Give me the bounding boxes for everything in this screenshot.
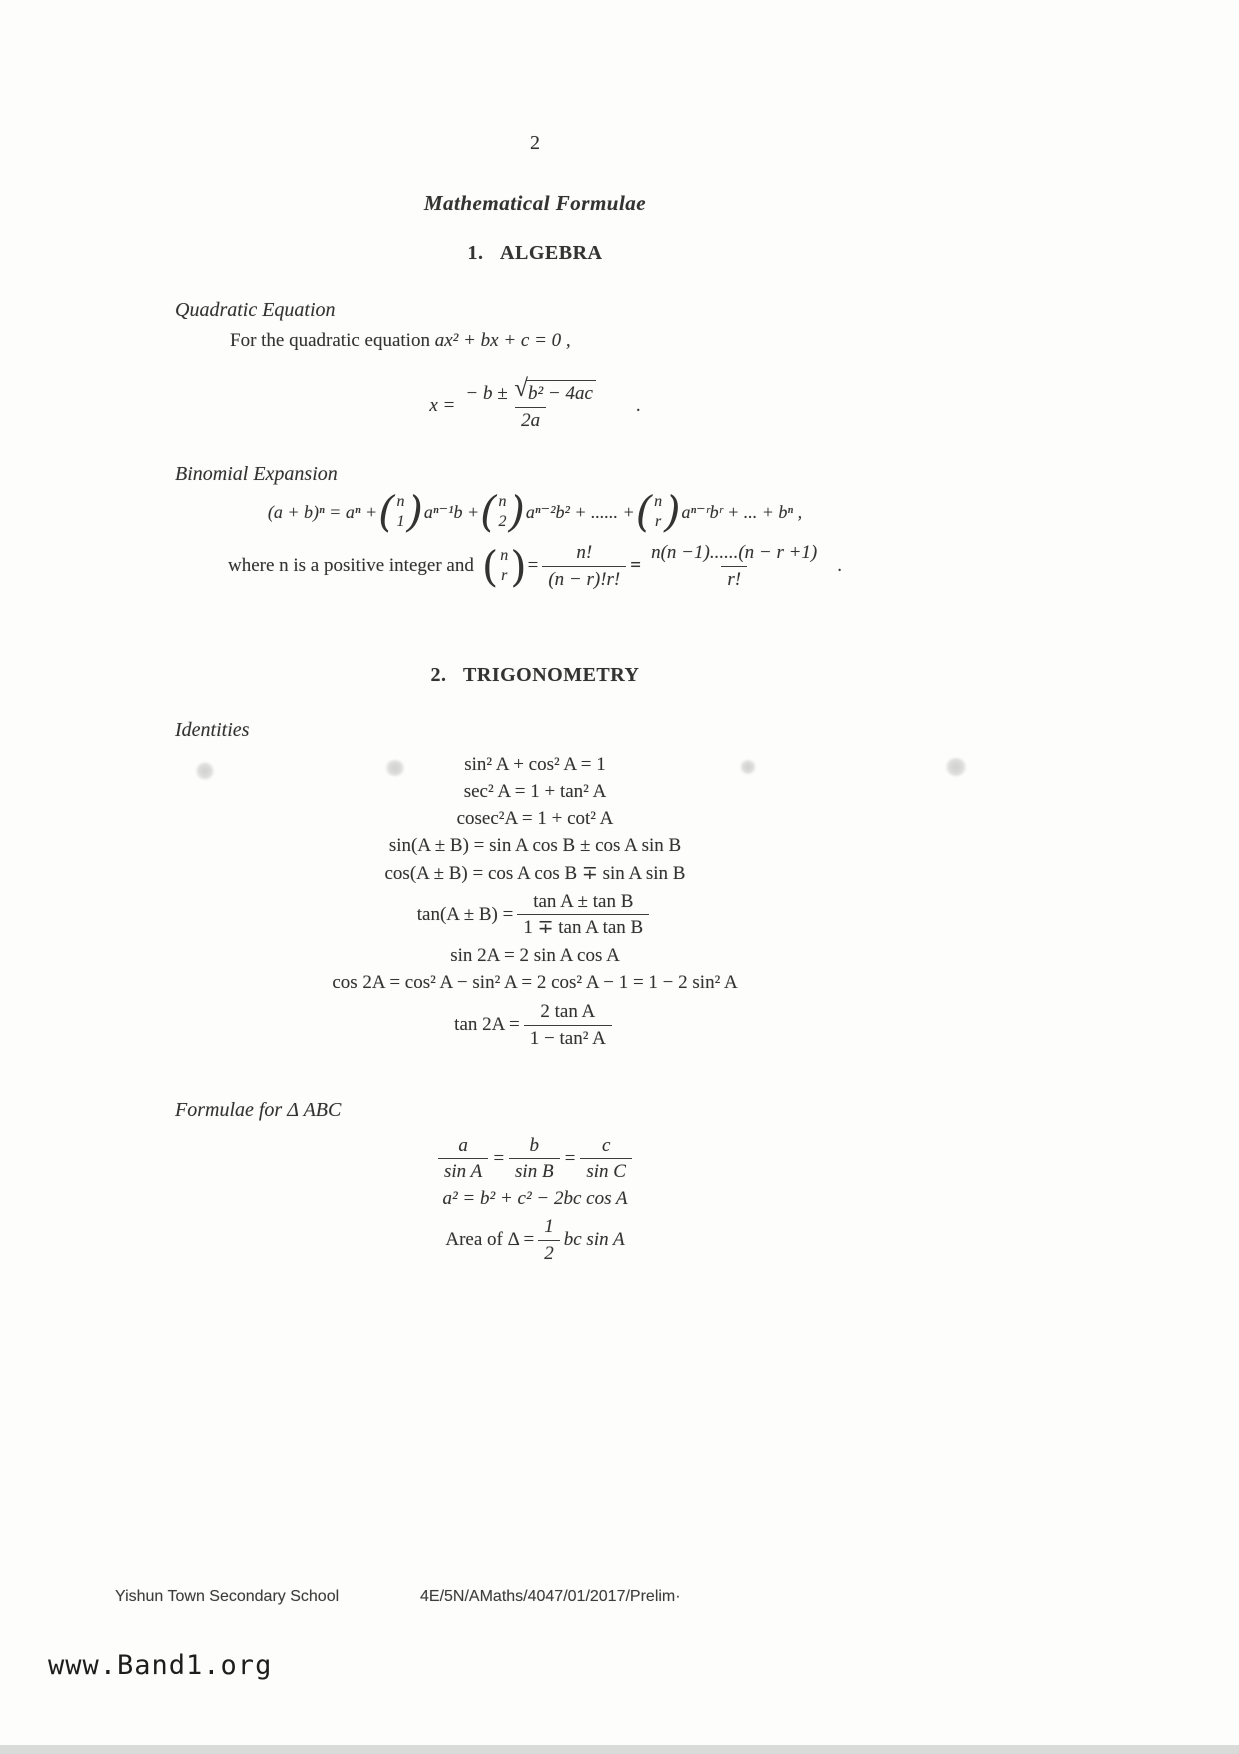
fraction-denominator: (n − r)!r! [542,566,626,592]
footer-paper-code: 4E/5N/AMaths/4047/01/2017/Prelim· [420,1588,681,1605]
equals-sign: = [492,1147,506,1169]
right-paren: ) [664,487,681,537]
identity-line: sec² A = 1 + tan² A [463,780,607,802]
fraction-denominator: 2 [538,1240,560,1266]
equals-sign: = [527,555,539,577]
tan-double-lhs: tan 2A = [454,1014,520,1036]
equals-sign: = [563,1147,577,1169]
right-paren: ) [406,487,423,537]
fraction-denominator: sin C [580,1158,632,1184]
expansion-segment: aⁿ⁻¹b + [423,501,480,522]
equals-sign: = [630,555,642,577]
binomial-coefficient [480,487,525,537]
fraction-numerator: 1 [544,1216,554,1238]
fraction-numerator: c [601,1134,611,1156]
subsection-identities: Identities [175,718,250,741]
right-paren: ) [510,541,527,591]
identity-line: cos(A ± B) = cos A cos B ∓ sin A sin B [384,862,686,884]
fraction-numerator: n! [576,542,593,564]
sine-rule-fraction-b [509,1134,560,1185]
triangle-area-formula [170,1215,900,1266]
formula-period: . [635,395,641,417]
cosine-rule: a² = b² + c² − 2bc cos A [442,1188,628,1210]
identity-line: cos 2A = cos² A − sin² A = 2 cos² A − 1 = 1 − 2 sin² A [332,972,738,994]
factorial-fraction [542,541,626,592]
fraction-denominator: r! [721,566,747,592]
area-fraction [538,1215,560,1266]
fraction-numerator: b [529,1134,540,1156]
quadratic-equation-inline: ax² + bx + c = 0 , [434,330,571,351]
formula-period: . [837,555,843,577]
tan-sum-lhs: tan(A ± B) = [416,903,514,925]
numerator-prefix: − b ± [465,383,508,404]
subsection-quadratic-equation: Quadratic Equation [175,299,336,321]
identity-line: sin 2A = 2 sin A cos A [450,945,620,967]
subsection-binomial-expansion: Binomial Expansion [175,462,338,485]
binom-bottom: r [654,513,662,531]
fraction-denominator: 2a [515,407,546,433]
fraction-denominator: 1 ∓ tan A tan B [517,914,649,940]
quadratic-formula-fraction [459,375,602,433]
binom-top: n [396,492,405,510]
tan-double-fraction [524,1000,612,1051]
fraction-denominator: 1 − tan² A [524,1025,612,1051]
fraction-denominator: sin B [509,1158,560,1184]
fraction-numerator: n(n −1)......(n − r +1) [651,542,818,564]
scan-speck [740,760,756,774]
fraction-numerator: 2 tan A [540,1001,596,1023]
subsection-triangle-formulae: Formulae for Δ ABC [175,1098,342,1121]
scan-speck [945,758,967,776]
document-title: Mathematical Formulae [423,191,647,215]
binom-bottom: 1 [396,513,405,531]
watermark-url: www.Band1.org [48,1650,273,1681]
where-text: where n is a positive integer and [227,555,474,577]
left-paren: ( [378,487,395,537]
binom-top: n [500,546,509,564]
area-lhs: Area of Δ = [445,1229,535,1251]
section-heading-algebra: 1. ALGEBRA [467,242,603,264]
footer-school-name: Yishun Town Secondary School [115,1588,340,1605]
fraction-numerator: tan A ± tan B [533,890,634,912]
scan-edge-strip [0,1745,1239,1754]
radicand: b² − 4ac [526,380,596,406]
square-root [514,375,596,406]
expansion-lhs: (a + b)ⁿ = aⁿ + [267,501,378,522]
tangent-sum-identity [170,890,900,941]
tan-sum-fraction [517,890,649,941]
quadratic-formula-lhs: x = [429,395,456,417]
binomial-coefficient [481,541,527,591]
left-paren: ( [635,487,653,537]
binom-top: n [498,492,507,510]
binom-bottom: 2 [498,513,507,531]
scan-speck [196,762,214,780]
right-paren: ) [508,487,525,537]
section-heading-trigonometry: 2. TRIGONOMETRY [430,663,640,686]
sine-rule [170,1134,900,1185]
fraction-numerator [459,375,602,407]
binomial-where-clause [170,541,900,592]
identity-line: cosec²A = 1 + cot² A [456,807,614,829]
expansion-segment: aⁿ⁻ʳbʳ + ... + bⁿ , [681,501,803,522]
binomial-coefficient [635,487,681,537]
tangent-double-angle-identity [170,1000,900,1051]
left-paren: ( [480,487,497,537]
scan-speck [385,760,405,776]
left-paren: ( [481,541,499,591]
identities-block [170,754,900,1051]
identity-line: sin² A + cos² A = 1 [464,753,606,775]
radical-sign: √ [514,375,528,402]
expansion-segment: aⁿ⁻²b² + ...... + [525,501,635,522]
sine-rule-fraction-c [580,1134,632,1185]
quadratic-intro-text: For the quadratic equation [230,330,430,351]
sine-rule-fraction-a [438,1134,488,1185]
binom-bottom: r [501,567,508,585]
binomial-expansion-formula [170,487,900,537]
area-rhs: bc sin A [563,1229,625,1251]
page-number: 2 [530,132,540,154]
product-fraction [645,541,823,592]
binomial-coefficient [378,487,423,537]
fraction-numerator: a [458,1134,468,1156]
page-content [170,0,900,1266]
identity-line: sin(A ± B) = sin A cos B ± cos A sin B [388,834,682,856]
binom-top: n [654,492,663,510]
fraction-denominator: sin A [438,1158,488,1184]
quadratic-intro-line [230,330,900,352]
quadratic-formula [170,375,900,433]
